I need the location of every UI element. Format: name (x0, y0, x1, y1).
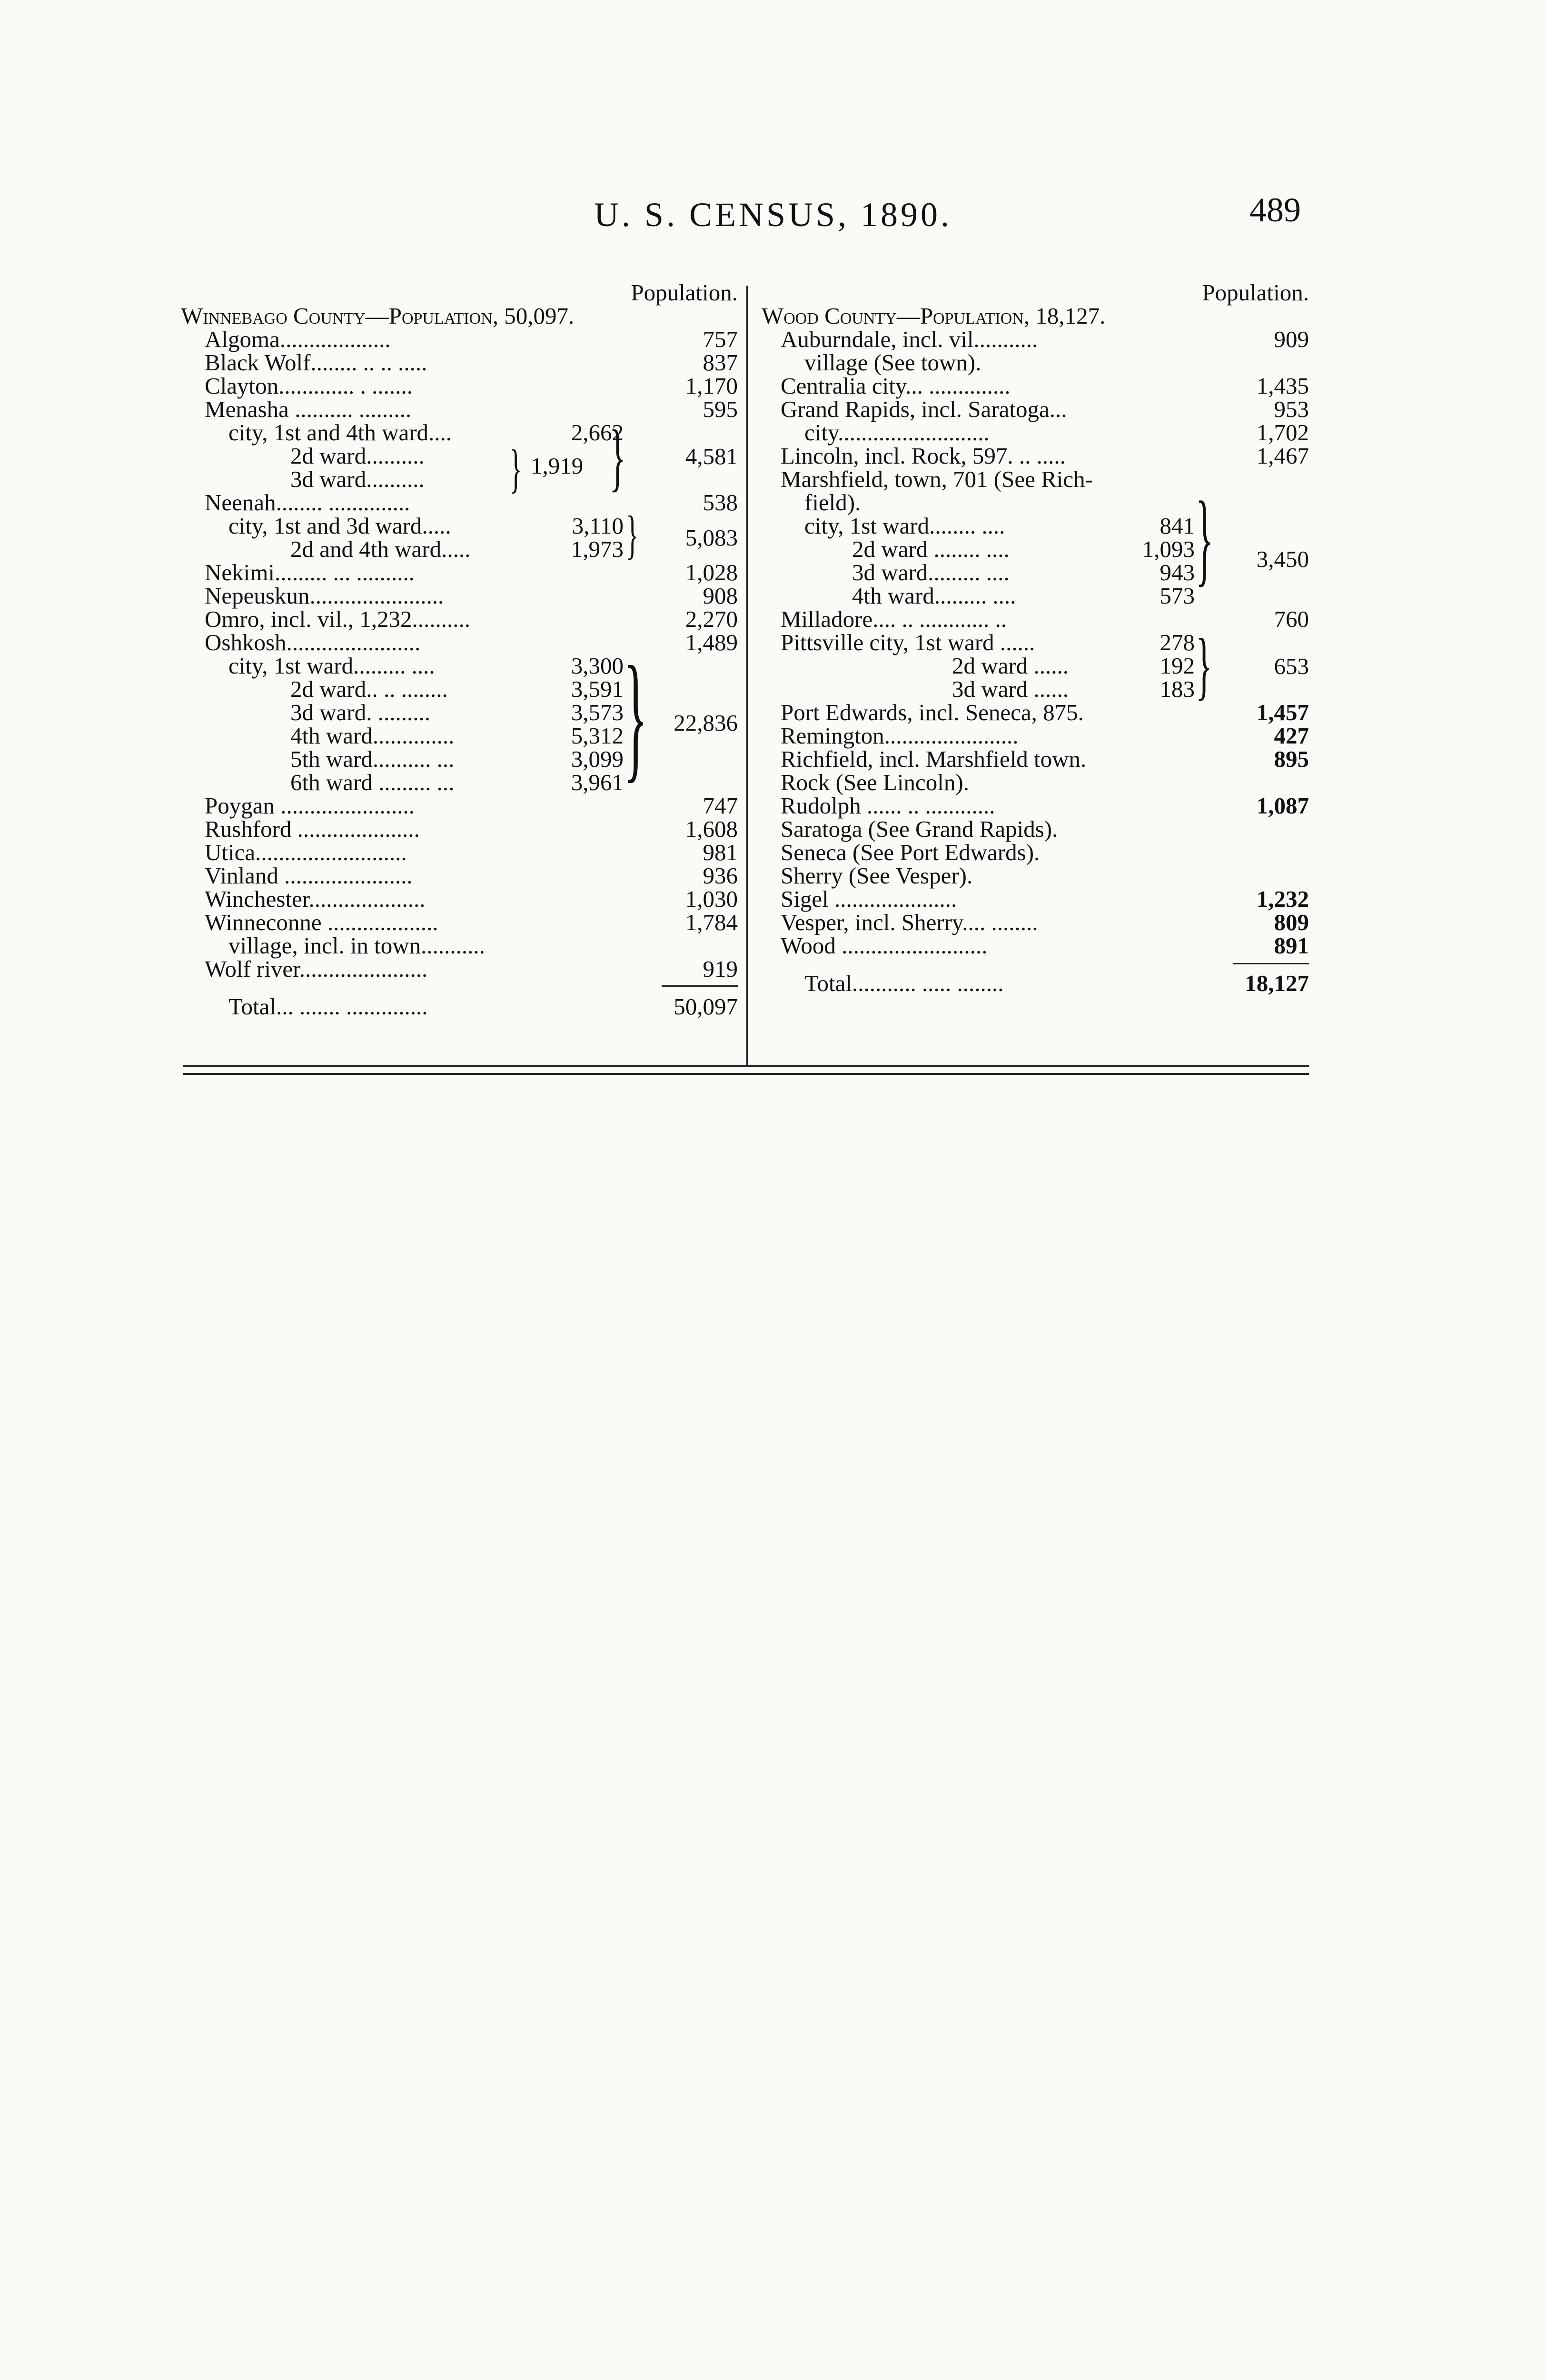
table-row: 3d ward......... .... 943 (852, 559, 1195, 585)
table-row: Vesper, incl. Sherry.... ........ 809 (781, 909, 1309, 935)
marshfield-total: 3,450 (1256, 546, 1309, 572)
total-row: Total... ....... .............. 50,097 (228, 993, 738, 1020)
table-row: Seneca (See Port Edwards). (781, 839, 1040, 865)
total-rule (662, 985, 738, 987)
table-row: Sigel ..................... 1,232 (781, 886, 1309, 912)
table-row: Menasha .......... ......... 595 (205, 396, 738, 422)
total-rule-wrap (762, 957, 1309, 972)
table-row: Richfield, incl. Marshfield town. 895 (781, 746, 1309, 772)
table-row: city.......................... 1,702 (804, 419, 1309, 446)
table-row: Vinland ...................... 936 (205, 863, 738, 889)
table-row: Milladore.... .. ............ .. 760 (781, 606, 1309, 632)
table-row: Nekimi......... ... .......... 1,028 (205, 559, 738, 585)
table-row: Clayton............. . ....... 1,170 (205, 373, 738, 399)
double-rule-bottom (183, 1073, 1309, 1075)
page-title: U. S. CENSUS, 1890. (594, 196, 952, 234)
table-row: Port Edwards, incl. Seneca, 875. 1,457 (781, 699, 1309, 725)
table-row: 4th ward......... .... 573 (852, 583, 1195, 609)
neenah-total: 5,083 (685, 525, 738, 551)
table-row: 5th ward.......... ... 3,099 (290, 746, 624, 772)
table-row: Remington....................... 427 (781, 723, 1309, 749)
table-row: city, 1st ward......... .... 3,300 (228, 653, 624, 679)
table-row: Omro, incl. vil., 1,232.......... 2,270 (205, 606, 738, 632)
wood-column (762, 281, 1309, 995)
table-row: Algoma................... 757 (205, 326, 738, 352)
brace-icon: } (509, 439, 522, 498)
table-row: Grand Rapids, incl. Saratoga... 953 (781, 396, 1309, 422)
column-divider (746, 286, 748, 1066)
table-row: 2d ward ........ .... 1,093 (852, 536, 1195, 562)
county-heading: Winnebago County—Population, 50,097. (181, 303, 575, 329)
table-row: Poygan ....................... 747 (205, 793, 738, 819)
table-row: Saratoga (See Grand Rapids). (781, 816, 1058, 842)
table-row: city, 1st ward........ .... 841 (804, 513, 1195, 539)
menasha-wards (181, 414, 738, 499)
county-heading: Wood County—Population, 18,127. (762, 303, 1106, 329)
population-heading: Population. (631, 279, 738, 306)
table-row: Oshkosh....................... 1,489 (205, 629, 738, 655)
pittsville-wards (762, 623, 1309, 707)
table-row: Rushford ..................... 1,608 (205, 816, 738, 842)
table-row: field). (804, 489, 861, 516)
page-number: 489 (1249, 191, 1301, 229)
table-row: Wolf river...................... 919 (205, 956, 738, 982)
table-row: Lincoln, incl. Rock, 597. .. ..... 1,467 (781, 443, 1309, 469)
brace-icon: } (1196, 623, 1212, 707)
total-rule-wrap (181, 981, 738, 995)
table-row: Winneconne ................... 1,784 (205, 909, 738, 935)
table-row: Auburndale, incl. vil........... 909 (781, 326, 1309, 352)
table-row: Black Wolf........ .. .. ..... 837 (205, 349, 738, 376)
table-row: Centralia city... .............. 1,435 (781, 373, 1309, 399)
menasha-total: 4,581 (685, 443, 738, 469)
table-row: Wood ......................... 891 (781, 932, 1309, 959)
table-row: Sherry (See Vesper). (781, 863, 973, 889)
table-row: city, 1st and 4th ward.... 2,662 (228, 419, 624, 446)
table-row: 4th ward.............. 5,312 (290, 723, 624, 749)
table-row: 3d ward ...... 183 (952, 676, 1195, 702)
table-row: Nepeuskun....................... 908 (205, 583, 738, 609)
population-heading: Population. (1202, 279, 1309, 306)
table-row: Pittsville city, 1st ward ...... 278 (781, 629, 1195, 655)
total-rule (1233, 963, 1309, 964)
table-row: 6th ward ......... ... 3,961 (290, 769, 624, 795)
table-row: city, 1st and 3d ward..... 3,110 (228, 513, 624, 539)
table-row: Rudolph ...... .. ............ 1,087 (781, 793, 1309, 819)
table-row: village (See town). (804, 349, 981, 376)
table-row: 3d ward.......... (290, 466, 425, 492)
table-row: Winchester.................... 1,030 (205, 886, 738, 912)
double-rule-top (183, 1065, 1309, 1067)
brace-icon: } (626, 506, 639, 565)
menasha-subtotal: 1,919 (531, 453, 584, 479)
brace-icon: } (1196, 480, 1213, 596)
table-row: village, incl. in town........... (228, 932, 485, 959)
table-row: 2d ward.. .. ........ 3,591 (290, 676, 624, 702)
table-row: 2d and 4th ward..... 1,973 (290, 536, 624, 562)
table-row: 2d ward.......... (290, 443, 425, 469)
table-row: Rock (See Lincoln). (781, 769, 969, 795)
table-row: Marshfield, town, 701 (See Rich- (781, 466, 1093, 492)
pittsville-total: 653 (1274, 653, 1309, 679)
table-row: 2d ward ...... 192 (952, 653, 1195, 679)
table-row: Utica.......................... 981 (205, 839, 738, 865)
winnebago-column (181, 281, 738, 1018)
table-row: Neenah........ .............. 538 (205, 489, 738, 516)
brace-icon: } (609, 414, 626, 499)
table-row: 3d ward. ......... 3,573 (290, 699, 624, 725)
brace-icon: } (624, 637, 648, 795)
total-row: Total........... ..... ........ 18,127 (804, 970, 1309, 996)
oshkosh-total: 22,836 (674, 710, 738, 736)
neenah-wards (181, 506, 738, 565)
